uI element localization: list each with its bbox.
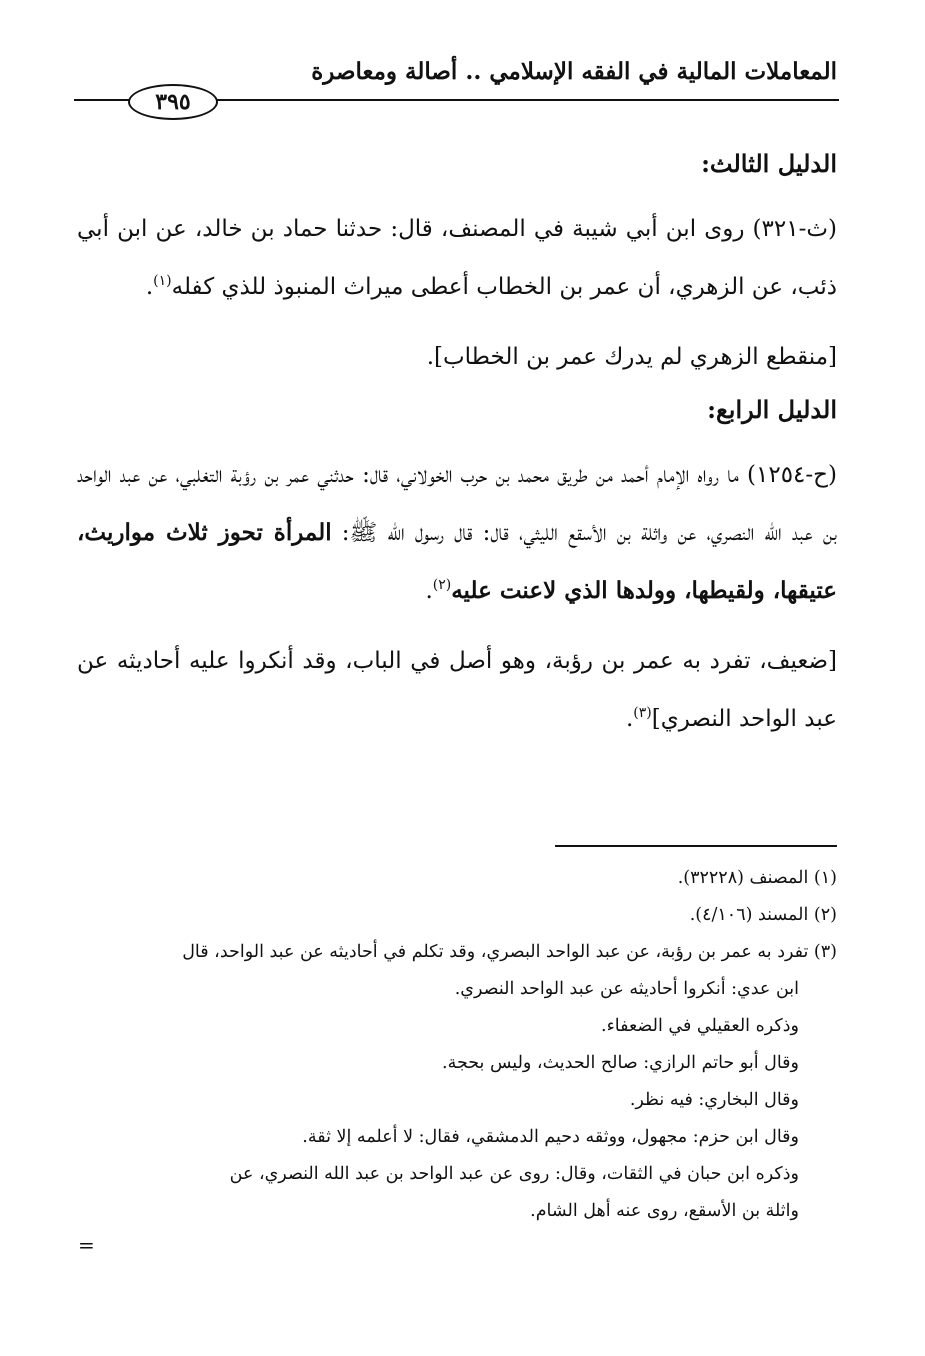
heading-evidence-3: الدليل الثالث:	[701, 149, 837, 178]
footnote-3-line: وقال أبو حاتم الرازي: صالح الحديث، وليس بحجة.	[442, 1053, 799, 1073]
evidence-4-paragraph	[77, 446, 837, 620]
footnotes	[75, 860, 837, 1230]
evidence-4-end: .	[425, 578, 433, 604]
evidence-4-text: (ح-١٢٥٤) ما رواه الإمام أحمد من طريق محمد بن حرب الخولاني، قال: حدثني عمر بن رؤبة التغلبي، عن عبد الواحد بن عبد الله النصري، عن واثلة بن الأسقع الليثي، قال: قال رسول الله ﷺ:	[77, 462, 837, 546]
evidence-3-text: (ث-٣٢١) روى ابن أبي شيبة في المصنف، قال: حدثنا حماد بن خالد، عن ابن أبي ذئب، عن الزهري، أن عمر بن الخطاب أعطى ميراث المنبوذ للذي كفله	[77, 216, 837, 300]
footnote-1: (١) المصنف (٣٢٢٢٨).	[677, 868, 837, 888]
footnote-ref-2[interactable]: (٢)	[432, 577, 452, 593]
footnote-3-line: ابن عدي: أنكروا أحاديثه عن عبد الواحد النصري.	[454, 979, 799, 999]
footnote-separator	[555, 845, 837, 847]
footnote-3-lead: (٣) تفرد به عمر بن رؤبة، عن عبد الواحد البصري، وقد تكلم في أحاديثه عن عبد الواحد، قال	[182, 942, 837, 962]
heading-evidence-4: الدليل الرابع:	[707, 395, 837, 424]
footnote-ref-3[interactable]: (٣)	[633, 705, 652, 721]
continuation-mark: =	[78, 1233, 95, 1257]
footnote-3-line: وقال ابن حزم: مجهول، ووثقه دحيم الدمشقي، فقال: لا أعلمه إلا ثقة.	[302, 1127, 799, 1147]
footnote-3-line: واثلة بن الأسقع، روى عنه أهل الشام.	[530, 1201, 799, 1221]
footnote-2: (٢) المسند (٤/١٠٦).	[689, 905, 837, 925]
evidence-4-grading-text: [ضعيف، تفرد به عمر بن رؤبة، وهو أصل في الباب، وقد أنكروا عليه أحاديثه عن عبد الواحد النصري]	[77, 648, 837, 732]
evidence-3-grading: [منقطع الزهري لم يدرك عمر بن الخطاب].	[426, 344, 837, 370]
running-header-title: المعاملات المالية في الفقه الإسلامي .. أصالة ومعاصرة	[311, 58, 837, 85]
hadith-text: المرأة تحوز ثلاث مواريث، عتيقها، ولقيطها، وولدها الذي لاعنت عليه	[77, 519, 837, 604]
footnote-ref-1[interactable]: (١)	[153, 273, 172, 289]
evidence-3-end: .	[145, 274, 154, 300]
evidence-4-grading	[77, 632, 837, 748]
evidence-4-grading-end: .	[625, 706, 634, 732]
footnote-3-line: وقال البخاري: فيه نظر.	[629, 1090, 799, 1110]
main-text	[77, 140, 837, 748]
footnote-3-line: وذكره ابن حبان في الثقات، وقال: روى عن عبد الواحد بن عبد الله النصري، عن	[229, 1164, 799, 1184]
page-number: ٣٩٥	[128, 84, 218, 120]
evidence-3-paragraph	[77, 200, 837, 316]
footnote-3-line: وذكره العقيلي في الضعفاء.	[601, 1016, 799, 1036]
